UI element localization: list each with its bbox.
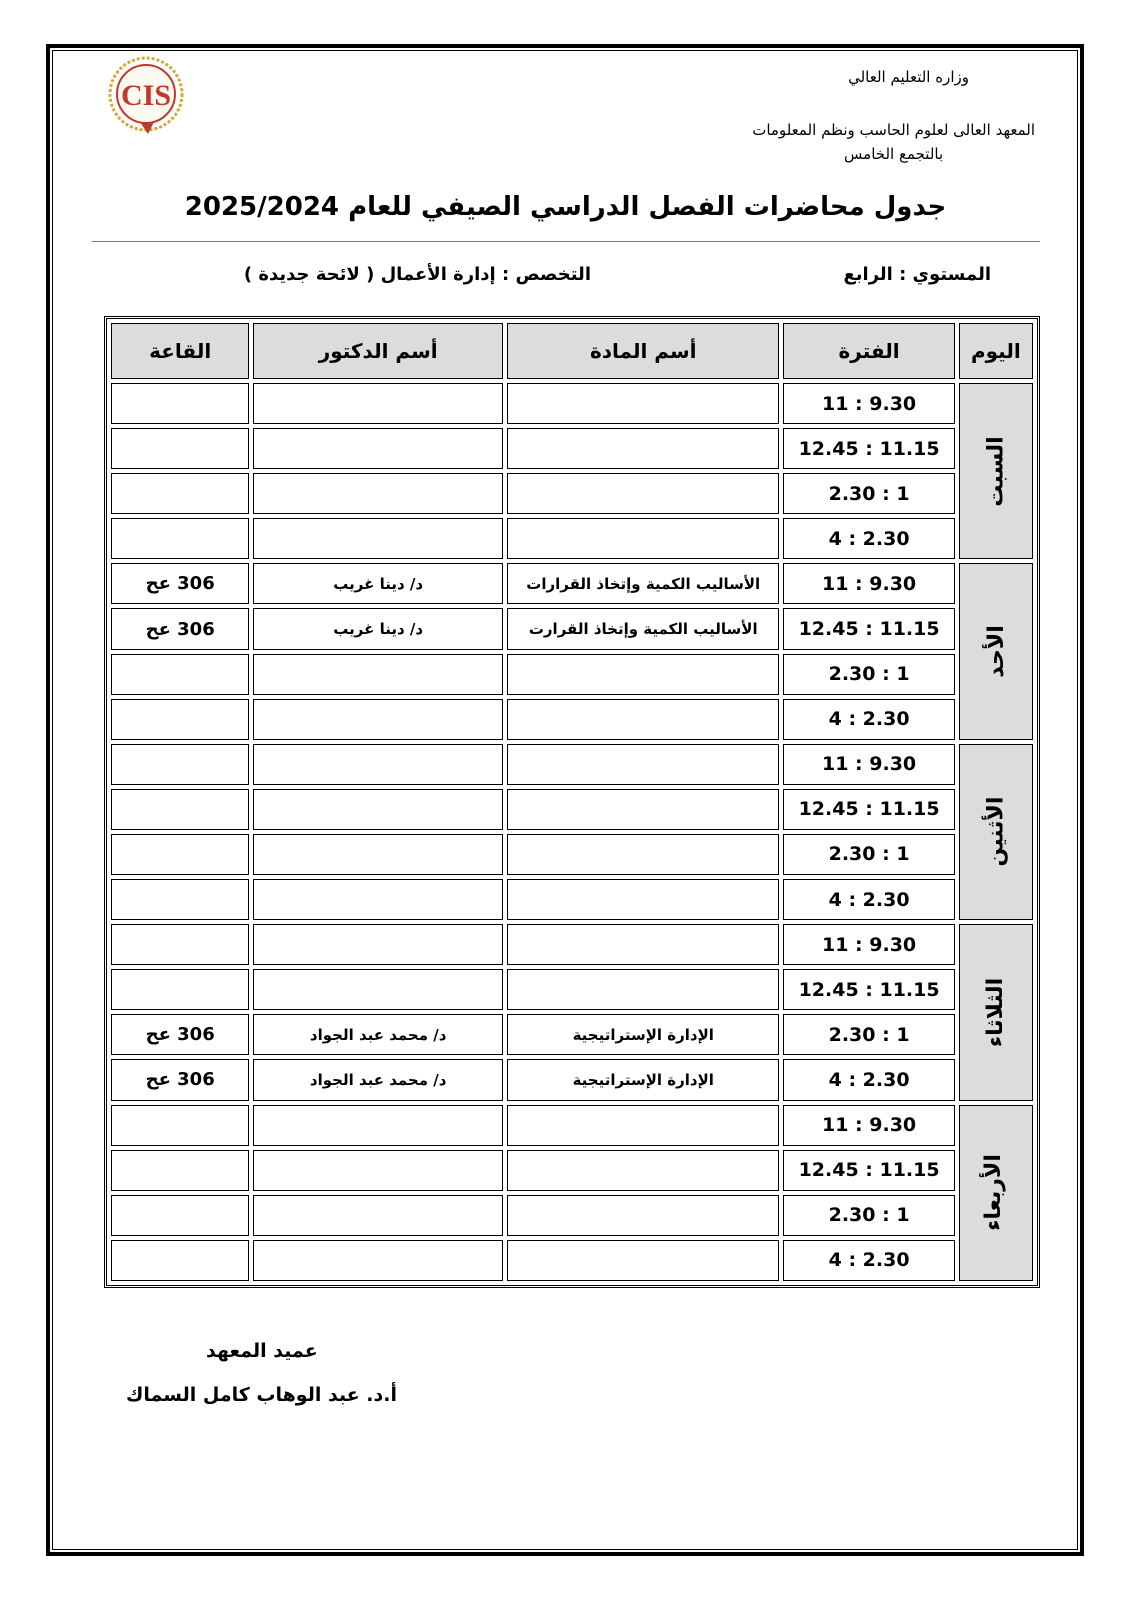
subject-cell: الإدارة الإستراتيجية xyxy=(507,1059,779,1100)
period-cell: 2.30 : 1 xyxy=(783,1014,954,1055)
table-row xyxy=(111,879,1033,920)
table-row xyxy=(111,473,1033,514)
day-name: الثلاثاء xyxy=(983,977,1009,1047)
table-row xyxy=(111,563,1033,604)
subject-cell xyxy=(507,789,779,830)
dean-name: أ.د. عبد الوهاب كامل السماك xyxy=(126,1384,398,1406)
subject-cell xyxy=(507,834,779,875)
subject-cell xyxy=(507,699,779,740)
doctor-cell xyxy=(253,789,503,830)
column-header-day: اليوم xyxy=(959,323,1033,379)
room-cell xyxy=(111,1150,249,1191)
day-cell xyxy=(959,563,1033,739)
table-row xyxy=(111,1105,1033,1146)
logo-text: CIS xyxy=(120,79,172,112)
subject-cell xyxy=(507,1240,779,1281)
day-cell xyxy=(959,924,1033,1100)
period-cell: 11 : 9.30 xyxy=(783,924,954,965)
ministry-name: وزاره التعليم العالي xyxy=(848,68,969,86)
doctor-cell xyxy=(253,428,503,469)
room-cell: 306 عح xyxy=(111,1059,249,1100)
column-header-period: الفترة xyxy=(783,323,954,379)
title-divider xyxy=(92,241,1040,242)
period-cell: 4 : 2.30 xyxy=(783,518,954,559)
table-row xyxy=(111,924,1033,965)
column-header-room: القاعة xyxy=(111,323,249,379)
period-cell: 11 : 9.30 xyxy=(783,563,954,604)
table-row xyxy=(111,1059,1033,1100)
doctor-cell xyxy=(253,518,503,559)
doctor-cell xyxy=(253,1195,503,1236)
period-cell: 2.30 : 1 xyxy=(783,473,954,514)
doctor-cell xyxy=(253,699,503,740)
subject-cell xyxy=(507,518,779,559)
day-cell xyxy=(959,1105,1033,1282)
schedule-table-frame xyxy=(104,316,1040,1288)
subject-cell xyxy=(507,383,779,424)
period-cell: 2.30 : 1 xyxy=(783,834,954,875)
subject-cell xyxy=(507,428,779,469)
room-cell xyxy=(111,428,249,469)
doctor-cell xyxy=(253,1240,503,1281)
room-cell xyxy=(111,969,249,1010)
day-name: السبت xyxy=(983,435,1009,507)
period-cell: 4 : 2.30 xyxy=(783,879,954,920)
room-cell xyxy=(111,699,249,740)
doctor-cell xyxy=(253,834,503,875)
doctor-cell: د/ دينا غريب xyxy=(253,608,503,649)
room-cell xyxy=(111,924,249,965)
table-row xyxy=(111,518,1033,559)
column-header-doctor: أسم الدكتور xyxy=(253,323,503,379)
doctor-cell xyxy=(253,654,503,695)
room-cell xyxy=(111,518,249,559)
period-cell: 4 : 2.30 xyxy=(783,699,954,740)
subject-cell xyxy=(507,654,779,695)
subject-cell xyxy=(507,1105,779,1146)
specialization-label: التخصص : إدارة الأعمال ( لائحة جديدة ) xyxy=(243,264,591,285)
doctor-cell xyxy=(253,1105,503,1146)
period-cell: 4 : 2.30 xyxy=(783,1059,954,1100)
doctor-cell xyxy=(253,383,503,424)
table-row xyxy=(111,1195,1033,1236)
subject-cell: الأساليب الكمية وإتخاذ القرارات xyxy=(507,563,779,604)
table-row xyxy=(111,834,1033,875)
period-cell: 11 : 9.30 xyxy=(783,1105,954,1146)
room-cell: 306 عح xyxy=(111,608,249,649)
day-name: الأربعاء xyxy=(981,1154,1007,1232)
room-cell xyxy=(111,789,249,830)
room-cell xyxy=(111,654,249,695)
period-cell: 12.45 : 11.15 xyxy=(783,969,954,1010)
room-cell xyxy=(111,879,249,920)
room-cell xyxy=(111,383,249,424)
table-header-row xyxy=(111,323,1033,379)
period-cell: 2.30 : 1 xyxy=(783,1195,954,1236)
table-row xyxy=(111,428,1033,469)
institute-name xyxy=(752,118,1035,166)
doctor-cell xyxy=(253,969,503,1010)
doctor-cell xyxy=(253,879,503,920)
table-row xyxy=(111,1240,1033,1281)
room-cell xyxy=(111,1105,249,1146)
period-cell: 12.45 : 11.15 xyxy=(783,608,954,649)
period-cell: 12.45 : 11.15 xyxy=(783,1150,954,1191)
period-cell: 12.45 : 11.15 xyxy=(783,428,954,469)
doctor-cell: د/ محمد عبد الجواد xyxy=(253,1014,503,1055)
doctor-cell xyxy=(253,744,503,785)
period-cell: 2.30 : 1 xyxy=(783,654,954,695)
subject-cell: الأساليب الكمية وإتخاذ القرارت xyxy=(507,608,779,649)
room-cell: 306 عح xyxy=(111,1014,249,1055)
room-cell xyxy=(111,744,249,785)
day-name: الأحد xyxy=(983,625,1009,678)
period-cell: 11 : 9.30 xyxy=(783,383,954,424)
institute-name-line1: المعهد العالى لعلوم الحاسب ونظم المعلومات xyxy=(752,121,1035,139)
level-label: المستوي : الرابع xyxy=(843,264,991,285)
dean-title: عميد المعهد xyxy=(206,1340,318,1362)
doctor-cell xyxy=(253,1150,503,1191)
day-cell xyxy=(959,744,1033,920)
table-row xyxy=(111,383,1033,424)
subject-cell xyxy=(507,473,779,514)
subject-cell: الإدارة الإستراتيجية xyxy=(507,1014,779,1055)
institute-name-line2: بالتجمع الخامس xyxy=(844,145,944,163)
table-row xyxy=(111,654,1033,695)
period-cell: 12.45 : 11.15 xyxy=(783,789,954,830)
column-header-subject: أسم المادة xyxy=(507,323,779,379)
room-cell xyxy=(111,834,249,875)
subject-cell xyxy=(507,969,779,1010)
table-row xyxy=(111,969,1033,1010)
institute-logo xyxy=(84,56,216,156)
day-cell xyxy=(959,383,1033,559)
table-row xyxy=(111,1150,1033,1191)
subject-cell xyxy=(507,879,779,920)
period-cell: 4 : 2.30 xyxy=(783,1240,954,1281)
room-cell xyxy=(111,473,249,514)
room-cell: 306 عح xyxy=(111,563,249,604)
doctor-cell: د/ دينا غريب xyxy=(253,563,503,604)
page-title: جدول محاضرات الفصل الدراسي الصيفي للعام 2025/2024 xyxy=(184,192,947,222)
room-cell xyxy=(111,1240,249,1281)
subject-cell xyxy=(507,744,779,785)
subject-cell xyxy=(507,924,779,965)
subject-cell xyxy=(507,1150,779,1191)
doctor-cell xyxy=(253,924,503,965)
room-cell xyxy=(111,1195,249,1236)
table-row xyxy=(111,789,1033,830)
schedule-table xyxy=(107,319,1037,1285)
subject-cell xyxy=(507,1195,779,1236)
day-name: الأثنين xyxy=(983,796,1009,867)
table-row xyxy=(111,1014,1033,1055)
doctor-cell: د/ محمد عبد الجواد xyxy=(253,1059,503,1100)
doctor-cell xyxy=(253,473,503,514)
table-row xyxy=(111,608,1033,649)
table-row xyxy=(111,744,1033,785)
table-row xyxy=(111,699,1033,740)
period-cell: 11 : 9.30 xyxy=(783,744,954,785)
